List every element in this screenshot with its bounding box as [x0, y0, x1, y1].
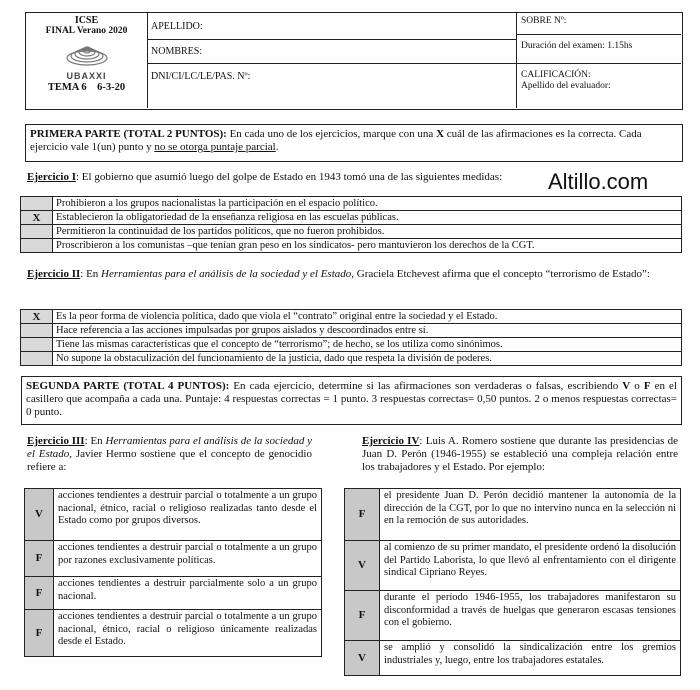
- answer-mark[interactable]: [21, 324, 53, 338]
- sobre-field[interactable]: SOBRE Nº:: [517, 13, 681, 35]
- option-text: Prohibieron a los grupos nacionalistas la participación en el espacio político.: [53, 197, 682, 211]
- statement-row[interactable]: [345, 641, 681, 676]
- answer-mark[interactable]: [21, 197, 53, 211]
- duracion-text: Duración del examen: 1.15hs: [517, 35, 681, 64]
- answer-mark[interactable]: F: [345, 591, 380, 641]
- answer-mark[interactable]: [21, 239, 53, 253]
- statement-text: el presidente Juan D. Perón decidió mantener la autonomía de la dirección de la CGT, por lo que no intervino nunca en la selección ni en la remoción de sus autoridades.: [380, 489, 681, 541]
- statement-text: durante el período 1946-1955, los trabajadores manifestaron su disconformidad a través de huelgas que generaron escasas tensiones con el gobierno.: [380, 591, 681, 641]
- statement-row[interactable]: [25, 489, 322, 541]
- option-text: Es la peor forma de violencia política, dado que viola el “contrato” original entre la sociedad y el Estado.: [53, 310, 682, 324]
- statement-row[interactable]: [345, 541, 681, 591]
- option-text: Permitieron la continuidad de los partidos políticos, que no fueron prohibidos.: [53, 225, 682, 239]
- statement-row[interactable]: [25, 541, 322, 577]
- answer-mark[interactable]: [21, 352, 53, 366]
- ejercicio-2-question: Ejercicio II: En Herramientas para el análisis de la sociedad y el Estado, Graciela Etchevest afirma que el concepto “terrorismo de Estado”:: [27, 268, 650, 280]
- statement-row[interactable]: [25, 577, 322, 610]
- option-row[interactable]: [21, 324, 682, 338]
- answer-mark[interactable]: [21, 338, 53, 352]
- option-text: Hace referencia a las acciones impulsadas por grupos aislados y descoordinados entre sí.: [53, 324, 682, 338]
- tema-label: TEMA 6: [47, 82, 87, 93]
- primera-parte-instructions: PRIMERA PARTE (TOTAL 2 PUNTOS): En cada uno de los ejercicios, marque con una X cuál de las afirmaciones es la correcta. Cada ejercicio vale 1(un) punto y no se otorga puntaje parcial.: [25, 124, 683, 162]
- option-row[interactable]: [21, 239, 682, 253]
- ejercicio-4-options: [344, 488, 681, 676]
- statement-text: al comienzo de su primer mandato, el presidente ordenó la disolución del Partido Laborista, lo que llevó al enfrentamiento con el dirigente sindical Cipriano Reyes.: [380, 541, 681, 591]
- ejercicio-1-options: [20, 196, 682, 253]
- option-row[interactable]: [21, 352, 682, 366]
- ubaxxi-logo-icon: [65, 38, 109, 68]
- option-row[interactable]: [21, 197, 682, 211]
- answer-mark[interactable]: F: [25, 610, 54, 657]
- ejercicio-1-question: Ejercicio I: El gobierno que asumió luego del golpe de Estado en 1943 tomó una de las siguientes medidas:: [27, 171, 503, 183]
- answer-mark[interactable]: X: [21, 211, 53, 225]
- statement-row[interactable]: [345, 591, 681, 641]
- nombres-field[interactable]: NOMBRES:: [147, 40, 517, 64]
- option-text: Tiene las mismas características que el concepto de “terrorismo”; de hecho, se los utiliza como sinónimos.: [53, 338, 682, 352]
- answer-mark[interactable]: X: [21, 310, 53, 324]
- answer-mark[interactable]: V: [345, 641, 380, 676]
- calificacion-field[interactable]: CALIFICACIÓN: Apellido del evaluador:: [521, 70, 611, 91]
- statement-text: acciones tendientes a destruir parcial o totalmente a un grupo nacional, étnico, racial o religioso únicamente realizadas desde el Estado.: [54, 610, 322, 657]
- statement-row[interactable]: [25, 610, 322, 657]
- answer-mark[interactable]: [21, 225, 53, 239]
- answer-mark[interactable]: F: [25, 577, 54, 610]
- answer-mark[interactable]: F: [25, 541, 54, 577]
- ejercicio-4-question: Ejercicio IV: Luis A. Romero sostiene que durante las presidencias de Juan D. Perón (1946-1955) se estableció una compleja relación entre los trabajadores y el Estado. Por ejemplo:: [362, 435, 678, 473]
- ejercicio-3-options: [24, 488, 322, 657]
- exam-name: FINAL Verano 2020: [45, 26, 128, 36]
- option-row[interactable]: [21, 211, 682, 225]
- option-text: No supone la obstaculización del funcionamiento de la justicia, dado que respeta la división de poderes.: [53, 352, 682, 366]
- option-row[interactable]: [21, 225, 682, 239]
- statement-text: acciones tendientes a destruir parcial o totalmente a un grupo por razones exclusivamente políticas.: [54, 541, 322, 577]
- institution-name: ICSE: [74, 15, 99, 26]
- segunda-parte-instructions: SEGUNDA PARTE (TOTAL 4 PUNTOS): En cada ejercicio, determine si las afirmaciones son verdaderas o falsas, escribiendo V o F en el casillero que acompaña a cada una. Puntaje: 4 respuestas correctas = 1 punto. 3 respuestas correctas= 0,50 puntos. 2 o menos respuestas correctas= 0 punto.: [21, 376, 682, 425]
- answer-mark[interactable]: V: [345, 541, 380, 591]
- statement-text: acciones tendientes a destruir parcialmente solo a un grupo nacional.: [54, 577, 322, 610]
- answer-mark[interactable]: F: [345, 489, 380, 541]
- statement-row[interactable]: [345, 489, 681, 541]
- option-text: Establecieron la obligatoriedad de la enseñanza religiosa en las escuelas públicas.: [53, 211, 682, 225]
- option-row[interactable]: [21, 338, 682, 352]
- logo-text: UBAXXI: [66, 71, 107, 81]
- apellido-field[interactable]: APELLIDO:: [147, 13, 517, 40]
- dni-field[interactable]: DNI/CI/LC/LE/PAS. Nº:: [147, 64, 517, 108]
- exam-date: 6-3-20: [97, 82, 126, 93]
- option-row[interactable]: [21, 310, 682, 324]
- exam-header: [25, 12, 683, 110]
- statement-text: acciones tendientes a destruir parcial o totalmente a un grupo nacional, étnico, racial o religioso realizadas tanto desde el Estado como por grupos diversos.: [54, 489, 322, 541]
- statement-text: se amplió y consolidó la sindicalización entre los gremios industriales y, luego, entre los trabajadores estatales.: [380, 641, 681, 676]
- institution-block: [26, 13, 148, 108]
- altillo-watermark: Altillo.com: [548, 169, 649, 194]
- ejercicio-2-options: [20, 309, 682, 366]
- option-text: Proscribieron a los comunistas –que tenían gran peso en los sindicatos- pero mantuvieron los derechos de la CGT.: [53, 239, 682, 253]
- answer-mark[interactable]: V: [25, 489, 54, 541]
- ejercicio-3-question: Ejercicio III: En Herramientas para el análisis de la sociedad y el Estado, Javier Hermo sostiene que el concepto de genocidio refiere a:: [27, 435, 313, 473]
